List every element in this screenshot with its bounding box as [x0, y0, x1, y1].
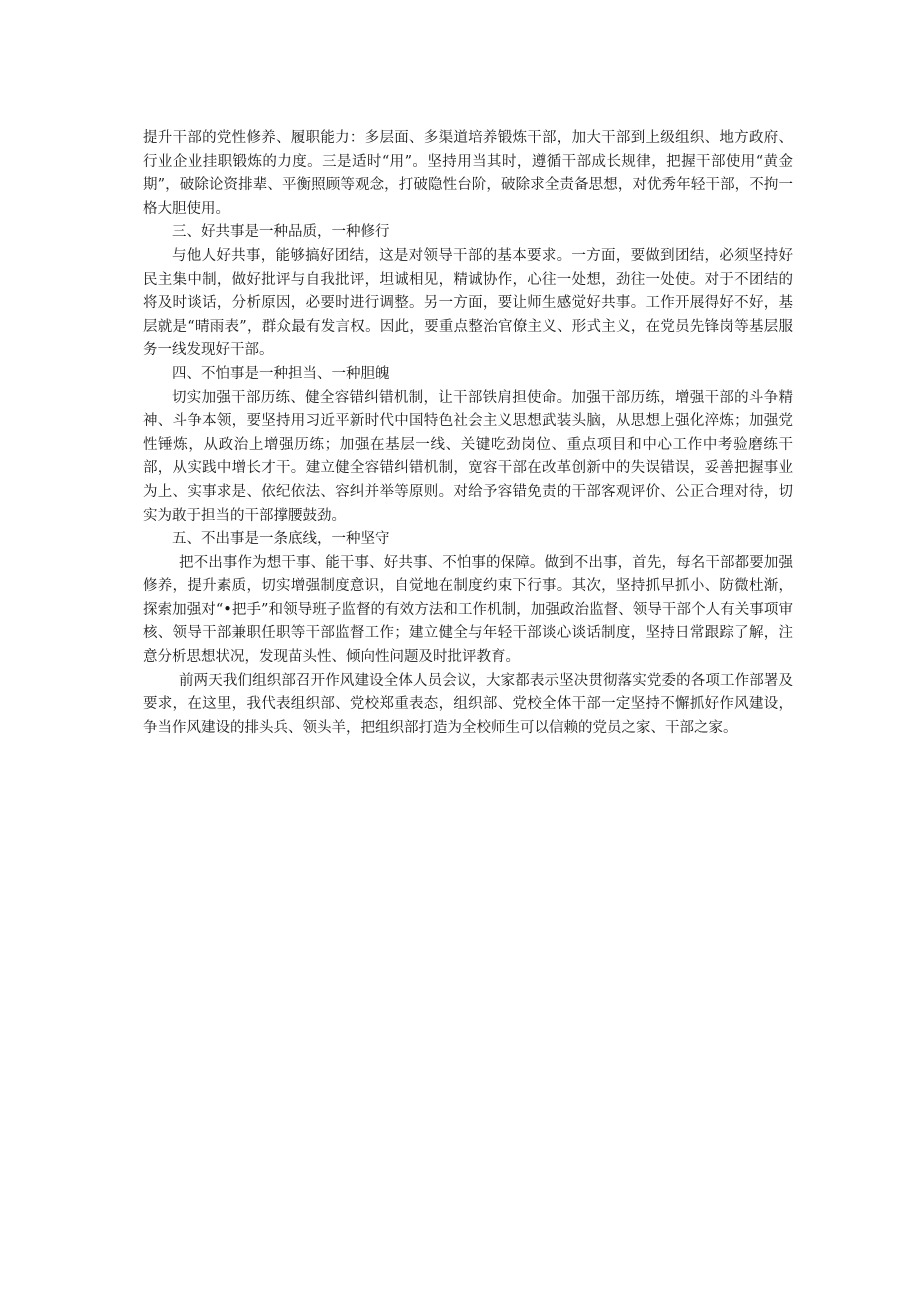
paragraph-closing-statement: 前两天我们组织部召开作风建设全体人员会议，大家都表示坚决贯彻落实党委的各项工作部署及要求，在这里，我代表组织部、党校郑重表态，组织部、党校全体干部一定坚持不懈抓好作风建设，争当作风建设的排头兵、领头羊，把组织部打造为全校师生可以信赖的党员之家、干部之家。	[143, 672, 793, 736]
section-heading-five: 五、不出事是一条底线，一种坚守	[172, 531, 390, 548]
section-heading-three: 三、好共事是一种品质，一种修行	[172, 224, 390, 241]
section-heading-four: 四、不怕事是一种担当、一种胆魄	[172, 365, 390, 382]
paragraph-cadre-training: 提升干部的党性修养、履职能力：多层面、多渠道培养锻炼干部，加大干部到上级组织、地方政府、行业企业挂职锻炼的力度。三是适时“用”。坚持用当其时，遵循干部成长规律，把握干部使用“黄金期”，破除论资排辈、平衡照顾等观念，打破隐性台阶，破除求全责备思想，对优秀年轻干部，不拘一格大胆使用。	[143, 130, 793, 217]
document-body	[143, 127, 793, 740]
paragraph-bottom-line: 把不出事作为想干事、能干事、好共事、不怕事的保障。做到不出事，首先，每名干部都要加强修养，提升素质，切实增强制度意识，自觉地在制度约束下行事。其次，坚持抓早抓小、防微杜渐，探索加强对“•把手”和领导班子监督的有效方法和工作机制，加强政治监督、领导干部个人有关事项审核、领导干部兼职任职等干部监督工作；建立健全与年轻干部谈心谈话制度，坚持日常跟踪了解，注意分析思想状况，发现苗头性、倾向性问题及时批评教育。	[143, 554, 793, 666]
paragraph-courage: 切实加强干部历练、健全容错纠错机制，让干部铁肩担使命。加强干部历练，增强干部的斗争精神、斗争本领，要坚持用习近平新时代中国特色社会主义思想武装头脑，从思想上强化淬炼；加强党性锤炼，从政治上增强历练；加强在基层一线、关键吃劲岗位、重点项目和中心工作中考验磨练干部，从实践中增长才干。建立健全容错纠错机制，宽容干部在改革创新中的失误错误，妥善把握事业为上、实事求是、依纪依法、容纠并举等原则。对给予容错免责的干部客观评价、公正合理对待，切实为敢于担当的干部撑腰鼓劲。	[143, 389, 793, 524]
paragraph-cooperation: 与他人好共事，能够搞好团结，这是对领导干部的基本要求。一方面，要做到团结，必须坚持好民主集中制，做好批评与自我批评，坦诚相见，精诚协作，心往一处想，劲往一处使。对于不团结的将及时谈话，分析原因，必要时进行调整。另一方面，要让师生感觉好共事。工作开展得好不好，基层就是“晴雨表”，群众最有发言权。因此，要重点整治官僚主义、形式主义，在党员先锋岗等基层服务一线发现好干部。	[143, 247, 793, 359]
